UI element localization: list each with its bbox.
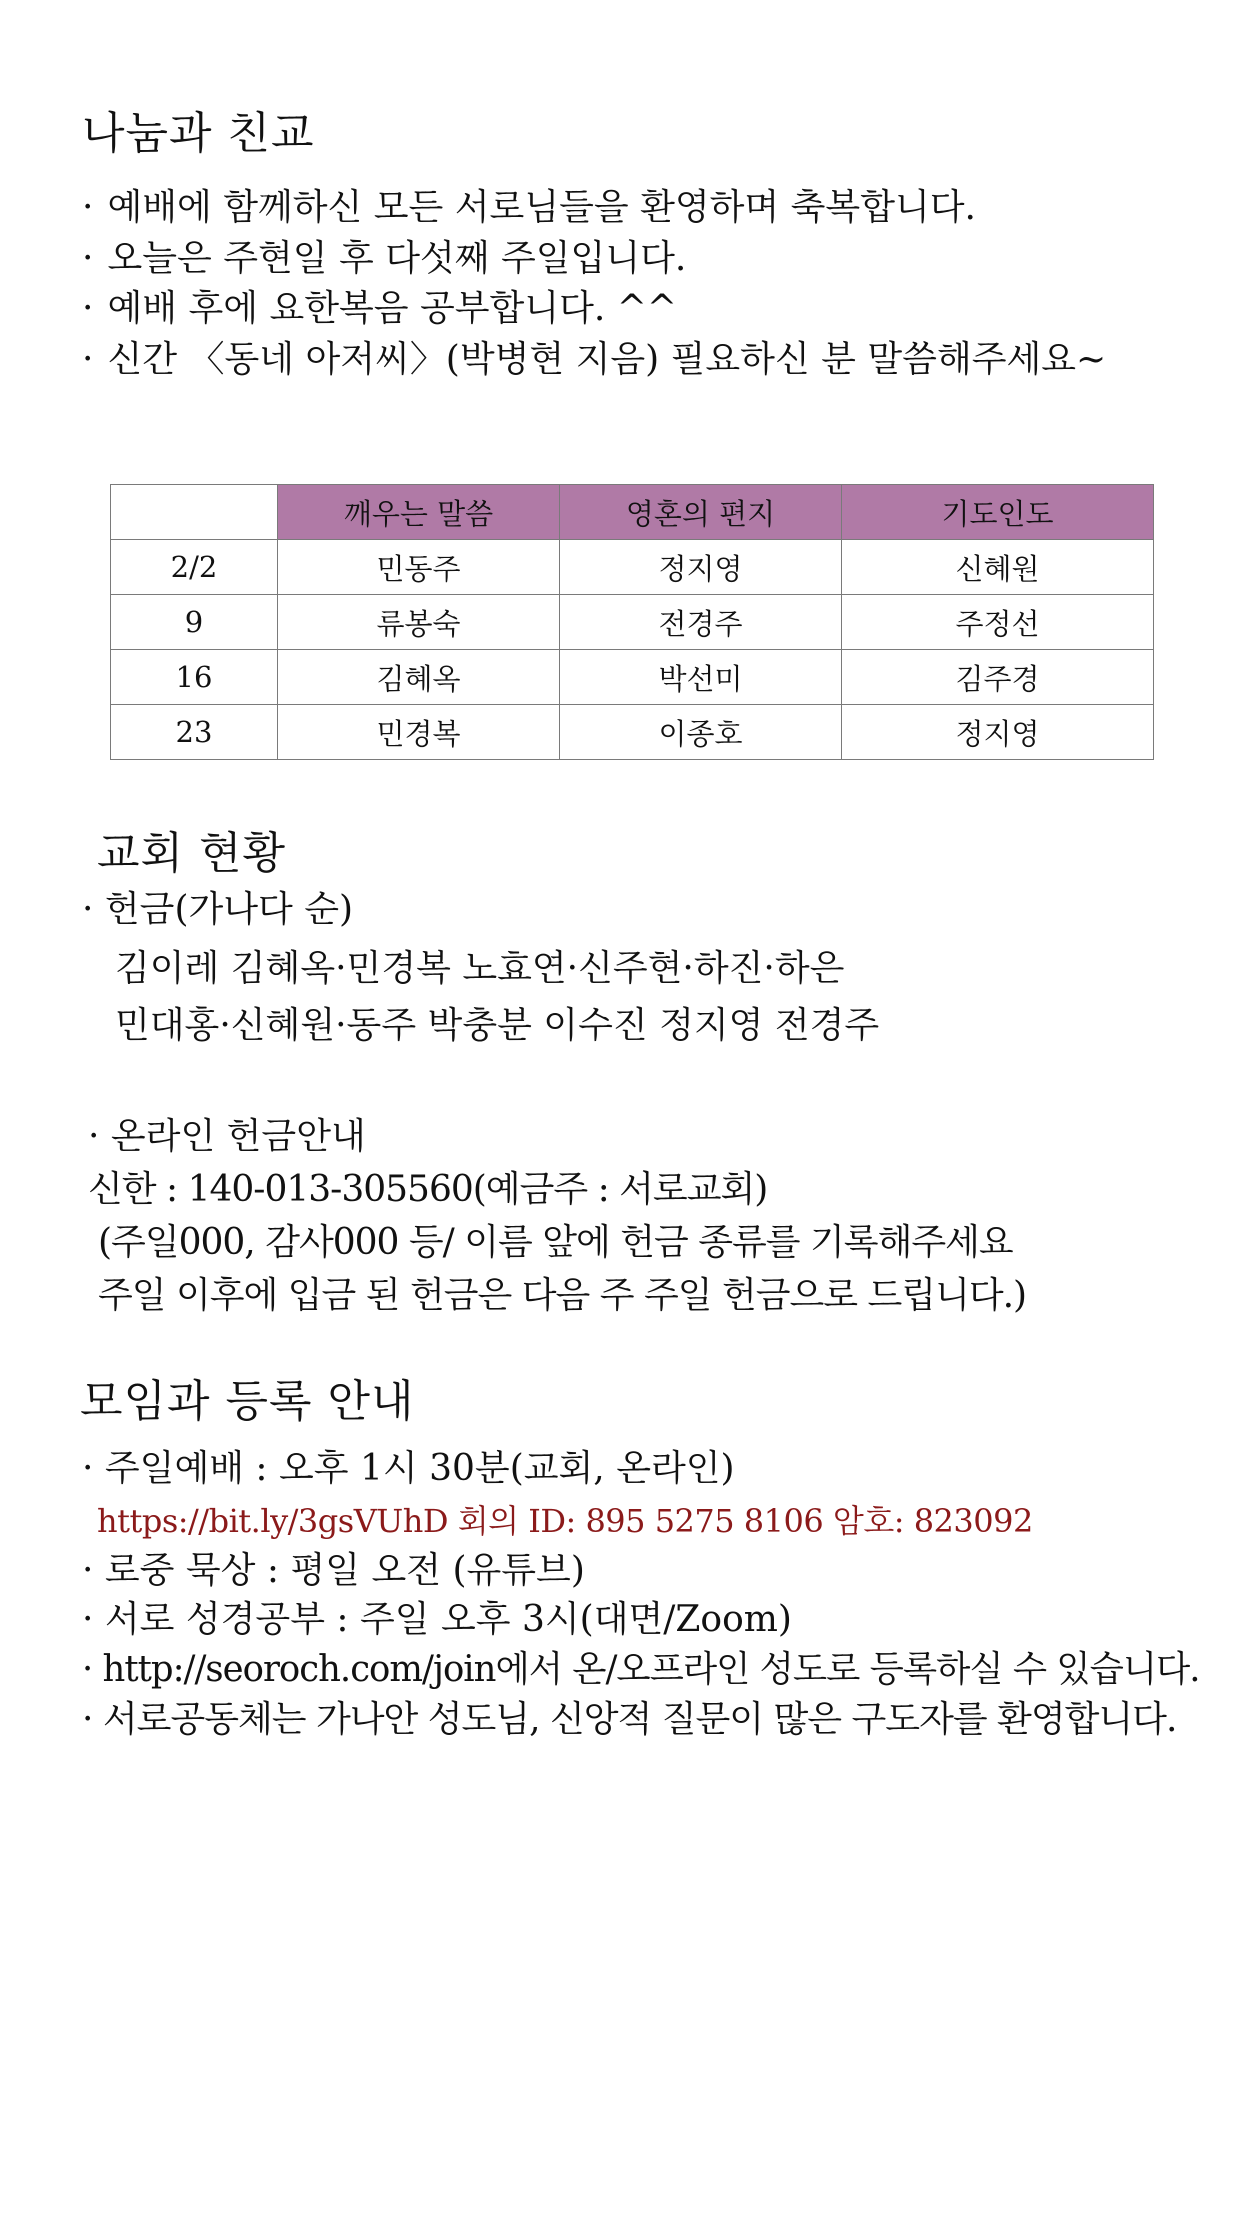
sharing-item [82, 238, 687, 279]
online-offering-note: 주일 이후에 입금 된 헌금은 다음 주 주일 헌금으로 드립니다.) [98, 1275, 1027, 1316]
sharing-item-text: 예배 후에 요한복음 공부합니다. ^^ [107, 288, 678, 329]
meeting-item: · 로중 묵상 : 평일 오전 (유튜브) [82, 1550, 585, 1591]
meeting-item: · http://seoroch.com/join에서 온/오프라인 성도로 등록하실 수 있습니다. [82, 1649, 1200, 1690]
sharing-item-text: 오늘은 주현일 후 다섯째 주일입니다. [107, 238, 687, 279]
table-header-cell: 깨우는 말씀 [278, 485, 560, 540]
table-cell: 전경주 [560, 595, 842, 650]
sharing-item [82, 339, 1107, 380]
table-cell: 이종호 [560, 705, 842, 760]
table-cell: 민경복 [278, 705, 560, 760]
offering-names: 김이레 김혜옥·민경복 노효연·신주현·하진·하은 [115, 948, 845, 989]
table-cell-date: 9 [111, 595, 278, 650]
meetings-title: 모임과 등록 안내 [80, 1376, 415, 1427]
bullet: · [82, 339, 94, 380]
sunday-worship: · 주일예배 : 오후 1시 30분(교회, 온라인) [82, 1448, 735, 1489]
bullet: · [82, 288, 94, 329]
online-offering-label: · 온라인 헌금안내 [88, 1116, 366, 1157]
table-cell-date: 2/2 [111, 540, 278, 595]
bullet: · [82, 187, 94, 228]
sharing-title: 나눔과 친교 [82, 108, 315, 159]
table-header-cell: 영혼의 편지 [560, 485, 842, 540]
table-cell: 신혜원 [842, 540, 1154, 595]
meeting-item: · 서로 성경공부 : 주일 오후 3시(대면/Zoom) [82, 1599, 792, 1640]
table-cell: 민동주 [278, 540, 560, 595]
table-header-cell [111, 485, 278, 540]
table-header-row [111, 485, 1154, 540]
table-cell: 주정선 [842, 595, 1154, 650]
table-row [111, 650, 1154, 705]
sharing-item [82, 288, 678, 329]
meeting-item: · 서로공동체는 가나안 성도님, 신앙적 질문이 많은 구도자를 환영합니다. [82, 1699, 1177, 1740]
bullet: · [82, 238, 94, 279]
table-header-cell: 기도인도 [842, 485, 1154, 540]
bank-account: 신한 : 140-013-305560(예금주 : 서로교회) [88, 1169, 768, 1210]
table-cell: 정지영 [842, 705, 1154, 760]
table-row [111, 595, 1154, 650]
table-cell-date: 23 [111, 705, 278, 760]
table-row [111, 540, 1154, 595]
offering-names: 민대홍·신혜원·동주 박충분 이수진 정지영 전경주 [115, 1005, 880, 1046]
table-cell: 류봉숙 [278, 595, 560, 650]
table-row [111, 705, 1154, 760]
sharing-item-text: 신간 〈동네 아저씨〉(박병현 지음) 필요하신 분 말씀해주세요~ [107, 339, 1107, 380]
table-cell-date: 16 [111, 650, 278, 705]
zoom-link[interactable]: https://bit.ly/3gsVUhD 회의 ID: 895 5275 8106 암호: 823092 [97, 1502, 1033, 1540]
table-cell: 박선미 [560, 650, 842, 705]
church-status-title: 교회 현황 [97, 828, 287, 879]
table-cell: 김주경 [842, 650, 1154, 705]
offering-label: · 헌금(가나다 순) [82, 889, 354, 930]
table-cell: 김혜옥 [278, 650, 560, 705]
sharing-item-text: 예배에 함께하신 모든 서로님들을 환영하며 축복합니다. [107, 187, 976, 228]
sharing-item [82, 187, 976, 228]
online-offering-note: (주일000, 감사000 등/ 이름 앞에 헌금 종류를 기록해주세요 [98, 1222, 1013, 1263]
duty-table [110, 484, 1154, 760]
table-cell: 정지영 [560, 540, 842, 595]
